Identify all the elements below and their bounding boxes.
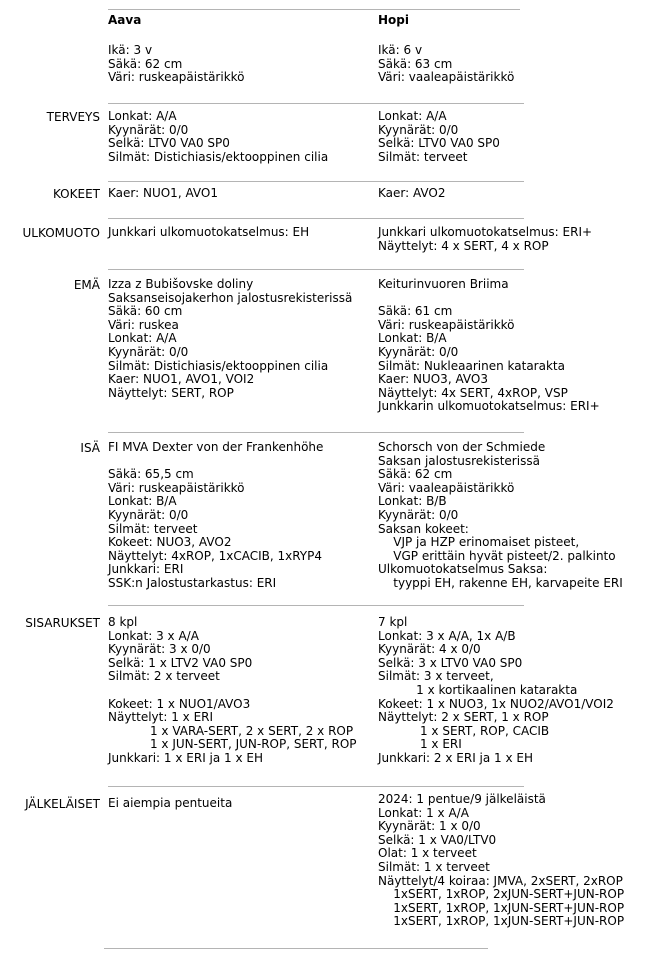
terveys-right-line: Selkä: LTV0 VA0 SP0	[378, 136, 500, 151]
kokeet-right	[378, 187, 644, 201]
divider-kokeet	[108, 181, 524, 182]
terveys-right-line: Kyynärät: 0/0	[378, 122, 459, 137]
sisarukset-right-line: Näyttelyt: 2 x SERT, 1 x ROP	[378, 710, 549, 725]
isa-left-line: Junkkari: ERI	[108, 562, 184, 577]
ema-left-line: Kyynärät: 0/0	[108, 344, 189, 359]
section-label-jalkelaiset: JÄLKELÄISET	[25, 797, 100, 811]
ema-right-line: Väri: ruskeapäistärikkö	[378, 317, 515, 332]
ema-left-line: Näyttelyt: SERT, ROP	[108, 385, 234, 400]
sisarukset-left-line: 1 x VARA-SERT, 2 x SERT, 2 x ROP	[108, 723, 354, 738]
jalkelaiset-right-line: Selkä: 1 x VA0/LTV0	[378, 832, 497, 847]
dog-name-left: Aava	[108, 13, 142, 27]
ema-right-line	[378, 292, 644, 306]
divider-jalkelaiset	[108, 786, 524, 787]
ema-left-line: Väri: ruskea	[108, 317, 179, 332]
jalkelaiset-right	[378, 793, 644, 929]
sisarukset-right-line: 1 x kortikaalinen katarakta	[378, 682, 578, 697]
section-label-ema: EMÄ	[73, 278, 100, 292]
divider-ema	[108, 269, 524, 270]
divider-ulkomuoto	[108, 218, 524, 219]
isa-right-line: Saksan jalostusrekisterissä	[378, 453, 540, 468]
ema-right-line: Silmät: Nukleaarinen katarakta	[378, 358, 565, 373]
isa-left-line: SSK:n Jalostustarkastus: ERI	[108, 575, 277, 590]
isa-right-line: Schorsch von der Schmiede	[378, 440, 546, 454]
isa-left-line	[108, 455, 370, 469]
intro-right	[378, 44, 644, 85]
isa-right-line: Lonkat: B/B	[378, 494, 447, 509]
terveys-right	[378, 110, 644, 164]
ulkomuoto-left-line: Junkkari ulkomuotokatselmus: EH	[108, 225, 310, 239]
sisarukset-left-line: Junkkari: 1 x ERI ja 1 x EH	[108, 750, 264, 765]
ema-left-line: Lonkat: A/A	[108, 331, 177, 346]
jalkelaiset-right-line: Näyttelyt/4 koiraa: JMVA, 2xSERT, 2xROP	[378, 873, 623, 888]
sisarukset-right-line: Kyynärät: 4 x 0/0	[378, 642, 481, 657]
isa-right-line: VGP erittäin hyvät pisteet/2. palkinto	[378, 548, 616, 563]
jalkelaiset-right-line: 1xSERT, 1xROP, 1xJUN-SERT+JUN-ROP	[378, 914, 625, 929]
jalkelaiset-right-line: Kyynärät: 1 x 0/0	[378, 819, 481, 834]
terveys-left-line: Silmät: Distichiasis/ektooppinen cilia	[108, 149, 329, 164]
jalkelaiset-left-line: Ei aiempia pentueita	[108, 796, 233, 810]
ema-right-line: Junkkarin ulkomuotokatselmus: ERI+	[378, 399, 600, 414]
sisarukset-right-line: Junkkari: 2 x ERI ja 1 x EH	[378, 750, 534, 765]
sisarukset-right	[378, 616, 644, 766]
ulkomuoto-left	[108, 226, 370, 240]
jalkelaiset-right-line: Lonkat: 1 x A/A	[378, 805, 469, 820]
jalkelaiset-right-line: Silmät: 1 x terveet	[378, 859, 490, 874]
sisarukset-left-line: Kokeet: 1 x NUO1/AVO3	[108, 696, 251, 711]
kokeet-left	[108, 187, 370, 201]
isa-right-line: Säkä: 62 cm	[378, 467, 453, 482]
ema-right-line: Säkä: 61 cm	[378, 304, 453, 319]
ema-left-line: Kaer: NUO1, AVO1, VOI2	[108, 372, 255, 387]
ema-left-line: Izza z Bubišovske doliny	[108, 277, 254, 291]
sisarukset-left	[108, 616, 370, 766]
isa-left	[108, 441, 370, 591]
kokeet-left-line: Kaer: NUO1, AVO1	[108, 186, 218, 200]
intro-left	[108, 44, 370, 85]
sisarukset-left-line: Näyttelyt: 1 x ERI	[108, 710, 214, 725]
isa-left-line: Säkä: 65,5 cm	[108, 467, 194, 482]
ema-right-line: Kaer: NUO3, AVO3	[378, 372, 488, 387]
intro-right-line: Ikä: 6 v	[378, 43, 423, 57]
sisarukset-left-line: Kyynärät: 3 x 0/0	[108, 642, 211, 657]
sisarukset-left-line: Selkä: 1 x LTV2 VA0 SP0	[108, 655, 253, 670]
dog-name-right: Hopi	[378, 13, 409, 27]
isa-right-line: Kyynärät: 0/0	[378, 507, 459, 522]
intro-left-line: Ikä: 3 v	[108, 43, 153, 57]
terveys-right-line: Lonkat: A/A	[378, 109, 447, 123]
sisarukset-right-line: Lonkat: 3 x A/A, 1x A/B	[378, 628, 516, 643]
divider-top	[108, 9, 520, 10]
sisarukset-right-line: 7 kpl	[378, 615, 408, 629]
isa-left-line: FI MVA Dexter von der Frankenhöhe	[108, 440, 324, 454]
ema-right-line: Näyttelyt: 4x SERT, 4xROP, VSP	[378, 385, 568, 400]
isa-left-line: Kokeet: NUO3, AVO2	[108, 535, 232, 550]
intro-right-line: Säkä: 63 cm	[378, 56, 453, 71]
section-label-ulkomuoto: ULKOMUOTO	[22, 226, 100, 240]
ema-left-line: Säkä: 60 cm	[108, 304, 183, 319]
intro-right-line: Väri: vaaleapäistärikkö	[378, 70, 515, 85]
ema-right-line: Kyynärät: 0/0	[378, 344, 459, 359]
ema-right-line: Lonkat: B/A	[378, 331, 447, 346]
jalkelaiset-left	[108, 797, 370, 811]
isa-left-line: Näyttelyt: 4xROP, 1xCACIB, 1xRYP4	[108, 548, 323, 563]
sisarukset-left-line: 1 x JUN-SERT, JUN-ROP, SERT, ROP	[108, 737, 357, 752]
ulkomuoto-right-line: Junkkari ulkomuotokatselmus: ERI+	[378, 225, 593, 239]
divider-sisarukset	[108, 605, 524, 606]
ulkomuoto-right	[378, 226, 644, 253]
isa-right-line: Saksan kokeet:	[378, 521, 469, 536]
terveys-left	[108, 110, 370, 164]
ema-left	[108, 278, 370, 400]
divider-bottom	[104, 948, 488, 949]
sisarukset-left-line	[108, 684, 370, 698]
sisarukset-left-line: 8 kpl	[108, 615, 138, 629]
sisarukset-left-line: Silmät: 2 x terveet	[108, 669, 220, 684]
sisarukset-right-line: Kokeet: 1 x NUO3, 1x NUO2/AVO1/VOI2	[378, 696, 614, 711]
section-label-isa: ISÄ	[80, 441, 100, 455]
jalkelaiset-right-line: 1xSERT, 1xROP, 1xJUN-SERT+JUN-ROP	[378, 900, 625, 915]
isa-right-line: VJP ja HZP erinomaiset pisteet,	[378, 535, 580, 550]
sisarukset-right-line: Silmät: 3 x terveet,	[378, 669, 494, 684]
isa-right	[378, 441, 644, 591]
section-label-terveys: TERVEYS	[46, 110, 100, 124]
jalkelaiset-right-line: 2024: 1 pentue/9 jälkeläistä	[378, 792, 546, 806]
terveys-left-line: Lonkat: A/A	[108, 109, 177, 123]
section-label-kokeet: KOKEET	[52, 187, 100, 201]
kokeet-right-line: Kaer: AVO2	[378, 186, 446, 200]
intro-left-line: Säkä: 62 cm	[108, 56, 183, 71]
sisarukset-left-line: Lonkat: 3 x A/A	[108, 628, 199, 643]
intro-left-line: Väri: ruskeapäistärikkö	[108, 70, 245, 85]
isa-right-line: Ulkomuotokatselmus Saksa:	[378, 562, 548, 577]
isa-left-line: Väri: ruskeapäistärikkö	[108, 480, 245, 495]
jalkelaiset-right-line: Olat: 1 x terveet	[378, 846, 477, 861]
sisarukset-right-line: Selkä: 3 x LTV0 VA0 SP0	[378, 655, 523, 670]
ema-right-line: Keiturinvuoren Briima	[378, 277, 509, 291]
jalkelaiset-right-line: 1xSERT, 1xROP, 2xJUN-SERT+JUN-ROP	[378, 887, 625, 902]
isa-left-line: Lonkat: B/A	[108, 494, 177, 509]
section-label-sisarukset: SISARUKSET	[25, 616, 100, 630]
terveys-right-line: Silmät: terveet	[378, 149, 468, 164]
divider-terveys	[108, 103, 524, 104]
ema-right	[378, 278, 644, 414]
terveys-left-line: Kyynärät: 0/0	[108, 122, 189, 137]
ema-left-line: Saksanseisojakerhon jalostusrekisterissä	[108, 290, 353, 305]
divider-isa	[108, 432, 524, 433]
isa-left-line: Silmät: terveet	[108, 521, 198, 536]
sisarukset-right-line: 1 x SERT, ROP, CACIB	[378, 723, 550, 738]
isa-right-line: Väri: vaaleapäistärikkö	[378, 480, 515, 495]
ulkomuoto-right-line: Näyttelyt: 4 x SERT, 4 x ROP	[378, 238, 549, 253]
ema-left-line: Silmät: Distichiasis/ektooppinen cilia	[108, 358, 329, 373]
sisarukset-right-line: 1 x ERI	[378, 737, 462, 752]
terveys-left-line: Selkä: LTV0 VA0 SP0	[108, 136, 230, 151]
isa-right-line: tyyppi EH, rakenne EH, karvapeite ERI	[378, 575, 623, 590]
isa-left-line: Kyynärät: 0/0	[108, 507, 189, 522]
